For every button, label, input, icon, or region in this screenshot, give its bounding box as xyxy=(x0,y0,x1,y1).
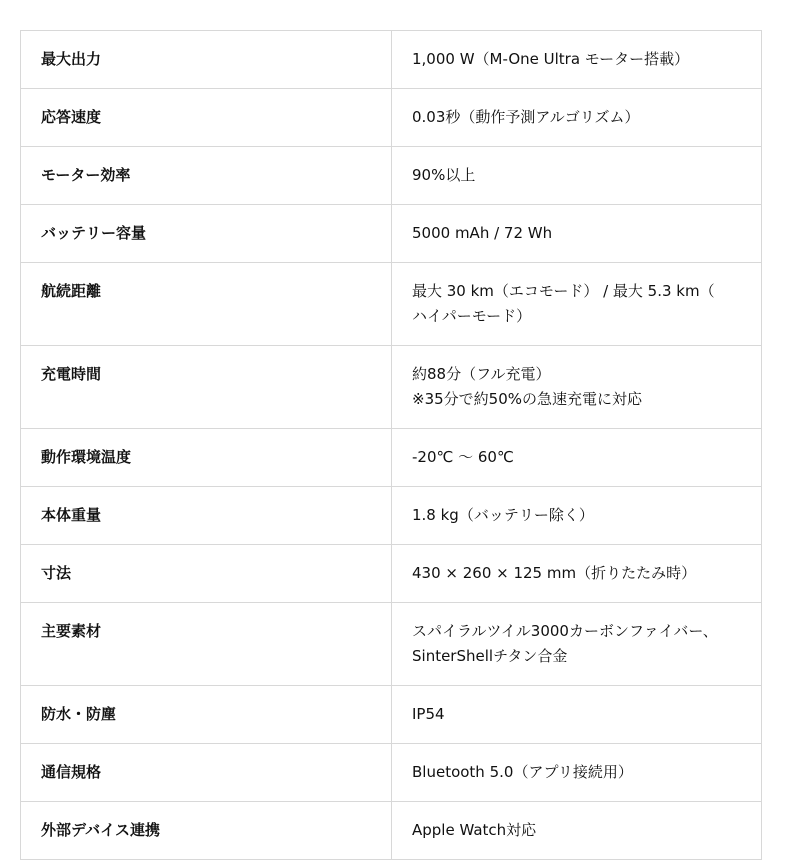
spec-label: 寸法 xyxy=(21,545,392,603)
spec-value: 0.03秒（動作予測アルゴリズム） xyxy=(392,89,762,147)
spec-value: スパイラルツイル3000カーボンファイバー、 SinterShellチタン合金 xyxy=(392,603,762,686)
spec-table xyxy=(20,30,762,860)
spec-value: 430 × 260 × 125 mm（折りたたみ時） xyxy=(392,545,762,603)
spec-label: バッテリー容量 xyxy=(21,205,392,263)
spec-value: Bluetooth 5.0（アプリ接続用） xyxy=(392,744,762,802)
spec-label: モーター効率 xyxy=(21,147,392,205)
spec-label: 動作環境温度 xyxy=(21,429,392,487)
table-row xyxy=(21,603,762,686)
spec-label: 防水・防塵 xyxy=(21,686,392,744)
spec-label: 航続距離 xyxy=(21,263,392,346)
spec-label: 充電時間 xyxy=(21,346,392,429)
table-row xyxy=(21,147,762,205)
spec-value: -20℃ 〜 60℃ xyxy=(392,429,762,487)
spec-label: 最大出力 xyxy=(21,31,392,89)
table-row xyxy=(21,545,762,603)
table-row xyxy=(21,686,762,744)
table-row xyxy=(21,802,762,860)
spec-value: 5000 mAh / 72 Wh xyxy=(392,205,762,263)
spec-value: 1.8 kg（バッテリー除く） xyxy=(392,487,762,545)
table-row xyxy=(21,89,762,147)
spec-value: 90%以上 xyxy=(392,147,762,205)
table-row xyxy=(21,429,762,487)
spec-value: IP54 xyxy=(392,686,762,744)
spec-label: 通信規格 xyxy=(21,744,392,802)
table-row xyxy=(21,263,762,346)
table-row xyxy=(21,346,762,429)
table-row xyxy=(21,744,762,802)
spec-label: 本体重量 xyxy=(21,487,392,545)
spec-label: 応答速度 xyxy=(21,89,392,147)
spec-value: Apple Watch対応 xyxy=(392,802,762,860)
table-row xyxy=(21,487,762,545)
spec-value: 最大 30 km（エコモード） / 最大 5.3 km（ ハイパーモード） xyxy=(392,263,762,346)
spec-label: 主要素材 xyxy=(21,603,392,686)
table-row xyxy=(21,31,762,89)
table-row xyxy=(21,205,762,263)
spec-value: 約88分（フル充電） ※35分で約50%の急速充電に対応 xyxy=(392,346,762,429)
spec-label: 外部デバイス連携 xyxy=(21,802,392,860)
spec-value: 1,000 W（M-One Ultra モーター搭載） xyxy=(392,31,762,89)
